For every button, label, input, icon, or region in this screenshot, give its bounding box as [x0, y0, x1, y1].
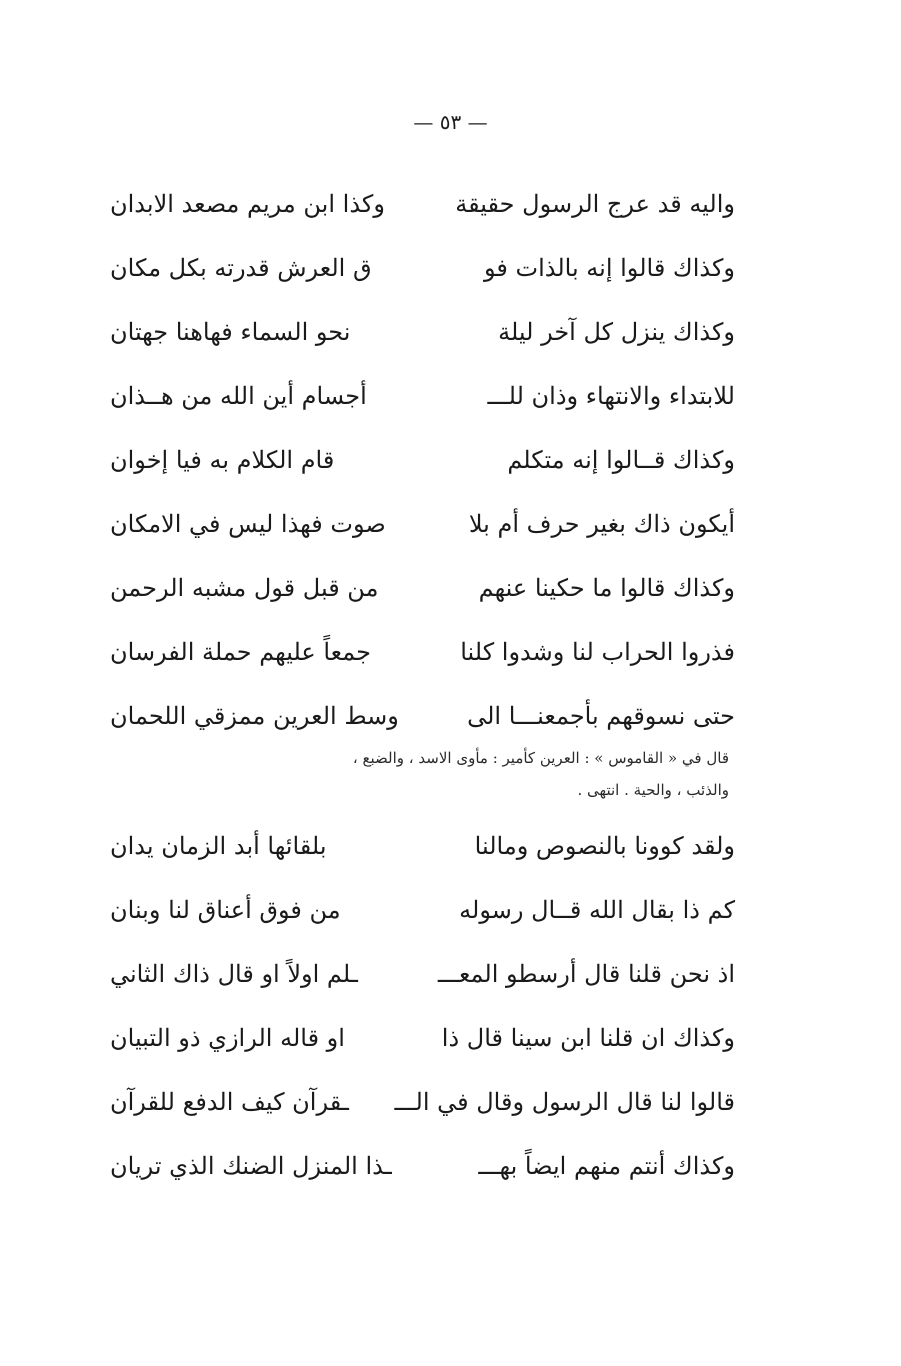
verse-line — [110, 1006, 735, 1070]
verse-first-hemistich: وكذاك قــالوا إنه متكلم — [507, 446, 735, 474]
verse-first-hemistich: كم ذا بقال الله قــال رسوله — [459, 896, 735, 924]
footnote — [110, 742, 735, 806]
verse-first-hemistich: وكذاك ان قلنا ابن سينا قال ذا — [441, 1024, 735, 1052]
verse-line — [110, 942, 735, 1006]
verses-bottom — [110, 814, 735, 1198]
verse-second-hemistich: أجسام أين الله من هــذان — [110, 382, 367, 410]
verse-second-hemistich: بلقائها أبد الزمان يدان — [110, 832, 327, 860]
verse-first-hemistich: وكذاك أنتم منهم ايضاً بهـــ — [478, 1152, 735, 1180]
verse-second-hemistich: ـلم اولاً او قال ذاك الثاني — [110, 960, 358, 988]
verse-first-hemistich: فذروا الحراب لنا وشدوا كلنا — [460, 638, 735, 666]
verse-line — [110, 236, 735, 300]
verse-line — [110, 878, 735, 942]
verse-second-hemistich: من قبل قول مشبه الرحمن — [110, 574, 379, 602]
verse-line — [110, 492, 735, 556]
footnote-line-1: قال في « القاموس » : العرين كأمير : مأوى الاسد ، والضبع ، — [352, 749, 729, 767]
verse-first-hemistich: أيكون ذاك بغير حرف أم بلا — [468, 510, 735, 538]
verse-first-hemistich: وكذاك قالوا إنه بالذات فو — [484, 254, 735, 282]
verse-line — [110, 1070, 735, 1134]
verse-second-hemistich: او قاله الرازي ذو التبيان — [110, 1024, 345, 1052]
verse-line — [110, 300, 735, 364]
verse-second-hemistich: نحو السماء فهاهنا جهتان — [110, 318, 351, 346]
footnote-line-2: والذئب ، والحية . انتهى . — [577, 781, 729, 799]
verse-second-hemistich: وسط العرين ممزقي اللحمان — [110, 702, 399, 730]
verses-top — [110, 172, 735, 748]
verse-second-hemistich: صوت فهذا ليس في الامكان — [110, 510, 386, 538]
verse-second-hemistich: ق العرش قدرته بكل مكان — [110, 254, 372, 282]
verse-line — [110, 814, 735, 878]
verse-line — [110, 684, 735, 748]
page-number: — ٥٣ — — [413, 110, 488, 134]
verse-second-hemistich: وكذا ابن مريم مصعد الابدان — [110, 190, 385, 218]
poem — [110, 172, 735, 1198]
verse-first-hemistich: وكذاك قالوا ما حكينا عنهم — [478, 574, 735, 602]
verse-line — [110, 1134, 735, 1198]
verse-second-hemistich: قام الكلام به فيا إخوان — [110, 446, 335, 474]
verse-second-hemistich: من فوق أعناق لنا وبنان — [110, 896, 341, 924]
verse-line — [110, 364, 735, 428]
verse-first-hemistich: قالوا لنا قال الرسول وقال في الـــ — [394, 1088, 735, 1116]
verse-second-hemistich: ـذا المنزل الضنك الذي تريان — [110, 1152, 392, 1180]
verse-line — [110, 620, 735, 684]
verse-line — [110, 428, 735, 492]
verse-first-hemistich: ولقد كوونا بالنصوص ومالنا — [474, 832, 735, 860]
verse-first-hemistich: واليه قد عرج الرسول حقيقة — [455, 190, 735, 218]
verse-second-hemistich: ـقرآن كيف الدفع للقرآن — [110, 1088, 349, 1116]
verse-first-hemistich: للابتداء والانتهاء وذان للـــ — [487, 382, 735, 410]
verse-first-hemistich: حتى نسوقهم بأجمعنـــا الى — [467, 702, 735, 730]
verse-line — [110, 172, 735, 236]
verse-line — [110, 556, 735, 620]
verse-first-hemistich: وكذاك ينزل كل آخر ليلة — [498, 318, 735, 346]
verse-first-hemistich: اذ نحن قلنا قال أرسطو المعـــ — [437, 960, 735, 988]
verse-second-hemistich: جمعاً عليهم حملة الفرسان — [110, 638, 371, 666]
